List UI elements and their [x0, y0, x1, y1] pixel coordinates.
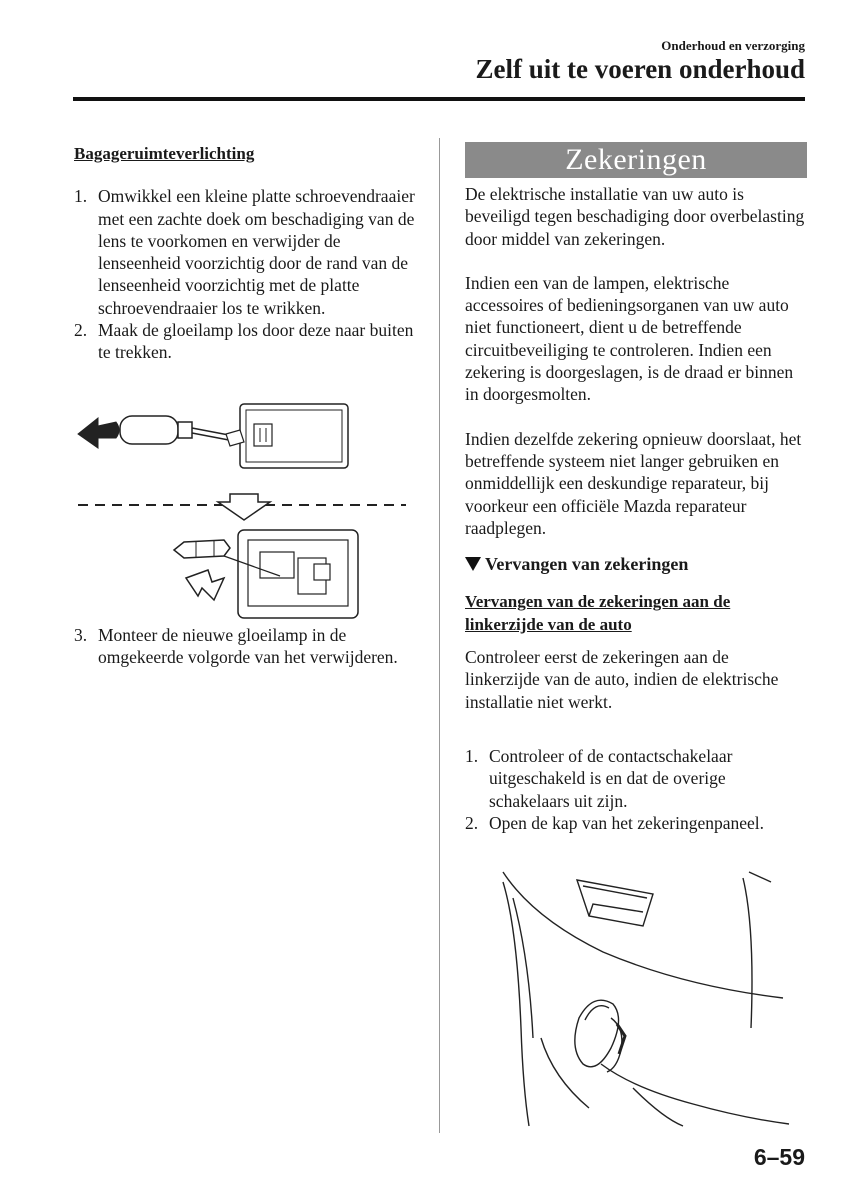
left-step3-block	[74, 624, 419, 669]
screwdriver-handle	[120, 416, 178, 444]
step-number: 2.	[74, 320, 88, 341]
replace-fuses-heading	[465, 553, 807, 575]
left-steps-continued	[74, 624, 419, 669]
list-item	[74, 624, 419, 669]
list-item	[74, 319, 419, 364]
step-text: Open de kap van het zekeringenpaneel.	[489, 812, 765, 833]
list-item	[74, 185, 419, 319]
step-text: Controleer of de contactschakelaar uitgeschakeld is en dat de overige schakelaars uit zijn.	[489, 745, 733, 811]
right-steps	[465, 745, 807, 834]
header-rule	[73, 97, 805, 101]
bulb-socket	[224, 530, 358, 618]
left-side-paragraph: Controleer eerst de zekeringen aan de linkerzijde van de auto, indien de elektrische installatie niet werkt.	[465, 647, 779, 712]
bulb-removal-illustration	[74, 382, 414, 632]
page-title: Zelf uit te voeren onderhoud	[475, 54, 805, 84]
replace-fuses-heading-text: Vervangen van zekeringen	[485, 554, 689, 575]
warning-paragraph: Indien dezelfde zekering opnieuw doorslaat, het betreffende systeem niet langer gebruiken en onmiddellijk een deskundige reparateur, bij voorkeur een officiële Mazda reparateur raadplegen.	[465, 428, 802, 538]
list-item	[465, 812, 807, 834]
column-divider	[439, 138, 440, 1133]
section-banner: Zekeringen	[465, 142, 807, 178]
down-arrow-icon	[218, 494, 270, 520]
left-column	[74, 143, 419, 364]
triangle-bullet-icon	[465, 557, 481, 571]
list-item	[465, 745, 807, 812]
pull-arrow-icon	[78, 418, 119, 448]
right-column	[465, 142, 807, 834]
bulb-icon	[174, 540, 230, 558]
step-number: 3.	[74, 625, 88, 645]
left-side-fuses-subhead: Vervangen van de zekeringen aan de linkerzijde van de auto	[465, 592, 731, 634]
removal-arrow-icon	[186, 570, 224, 600]
fuse-panel-cover	[575, 1000, 619, 1067]
step-number: 1.	[74, 186, 88, 207]
step-text: Omwikkel een kleine platte schroevendraaier met een zachte doek om beschadiging van de lens te voorkomen en verwijder de lenseenheid voorzichtig door de rand van de lenseenheid voorzichtig met de platte schroevendraaier los te wrikken.	[98, 186, 415, 318]
step-number: 2.	[465, 812, 479, 833]
check-paragraph: Indien een van de lampen, elektrische accessoires of bedieningsorganen van uw auto niet functioneert, dient u de betreffende circuitbeveiliging te controleren. Indien een zekering is doorgeslagen, is de draad er binnen in doorgesmolten.	[465, 272, 794, 405]
fuse-panel-illustration	[493, 868, 793, 1128]
page-number: 6–59	[753, 1144, 805, 1170]
luggage-light-subhead: Bagageruimteverlichting	[74, 144, 255, 163]
intro-paragraph: De elektrische installatie van uw auto is beveiligd tegen beschadiging door overbelasting door middel van zekeringen.	[465, 184, 805, 249]
step-text: Maak de gloeilamp los door deze naar buiten te trekken.	[98, 320, 414, 363]
step-text: Monteer de nieuwe gloeilamp in de omgekeerde volgorde van het verwijderen.	[98, 625, 398, 668]
step-number: 1.	[465, 745, 479, 766]
left-steps	[74, 185, 419, 363]
header-section-label: Onderhoud en verzorging	[661, 38, 805, 53]
